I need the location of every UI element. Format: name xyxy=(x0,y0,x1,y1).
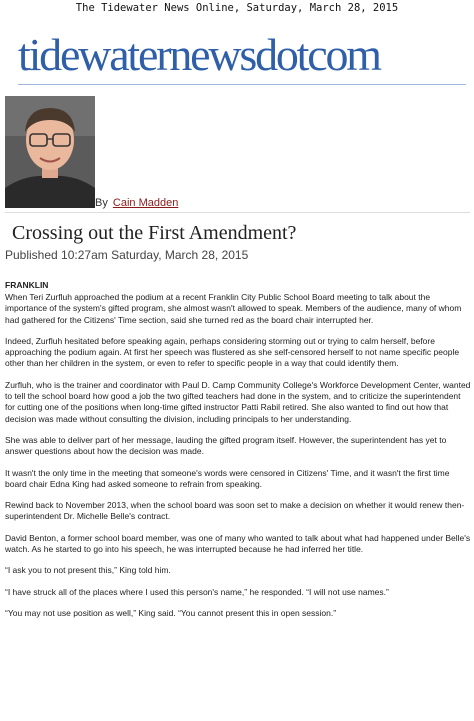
author-portrait-icon xyxy=(5,96,95,208)
article-paragraph: David Benton, a former school board member, was one of many who wanted to talk about what had happened under Belle's watch. As he started to go into his speech, he was interrupted because he had inferred her title. xyxy=(5,532,471,555)
site-masthead[interactable]: tidewaternewsdotcom xyxy=(18,30,380,80)
article-paragraph: Zurfluh, who is the trainer and coordinator with Paul D. Camp Community College's Workforce Development Center, wanted to tell the school board how good a job the two gifted teachers had done in the system, and to criticize the superintendent for cutting one of the positions when long-time gifted instructor Patti Rabil retired. She also wanted to find out how that decision was made without consulting the division, including principals to her understanding. xyxy=(5,379,471,424)
author-link[interactable]: Cain Madden xyxy=(112,197,179,209)
article-paragraph: “You may not use position as well,” King said. “You cannot present this in open session.” xyxy=(5,607,337,618)
article-paragraph: She was able to deliver part of her message, lauding the gifted program itself. However, the superintendent has yet to answer questions about how the decision was made. xyxy=(5,434,447,457)
published-timestamp: Published 10:27am Saturday, March 28, 2015 xyxy=(5,248,249,262)
byline-divider xyxy=(5,212,470,213)
article-paragraph: Indeed, Zurfluh hesitated before speaking again, perhaps considering storming out or trying to calm herself, before approaching the podium again. At first her speech was flustered as she self-censored herself to not name specific people other than her children in the system, or even to refer to specific people in a way that could identify them. xyxy=(5,335,460,369)
author-photo xyxy=(5,96,95,208)
article-paragraph: It wasn't the only time in the meeting that someone's words were censored in Citizens' Time, and it wasn't the first time board chair Edna King had asked someone to refrain from speaking. xyxy=(5,467,450,489)
article-body xyxy=(5,292,471,629)
article-dateline: FRANKLIN xyxy=(5,280,49,290)
article-paragraph: “I ask you to not present this,” King told him. xyxy=(5,565,171,576)
article-paragraph: When Teri Zurfluh approached the podium at a recent Franklin City Public School Board meeting to talk about the importance of the system's gifted program, she almost wasn't allowed to speak. Members of the audience, many of whom had gathered for the Citizens' Time section, said she turned red as the board chair interrupted her. xyxy=(5,292,462,325)
byline-prefix: By xyxy=(95,197,108,209)
article-paragraph: “I have struck all of the places where I used this person's name,” he responded. “I will not use names.” xyxy=(5,586,389,597)
byline xyxy=(95,197,178,209)
masthead-divider xyxy=(18,84,466,85)
edition-line: The Tidewater News Online, Saturday, March 28, 2015 xyxy=(75,2,399,14)
article-paragraph: Rewind back to November 2013, when the school board was soon set to make a decision on whether it would renew then-superintendent Dr. Michelle Belle's contract. xyxy=(5,500,465,522)
article-title: Crossing out the First Amendment? xyxy=(12,222,297,244)
